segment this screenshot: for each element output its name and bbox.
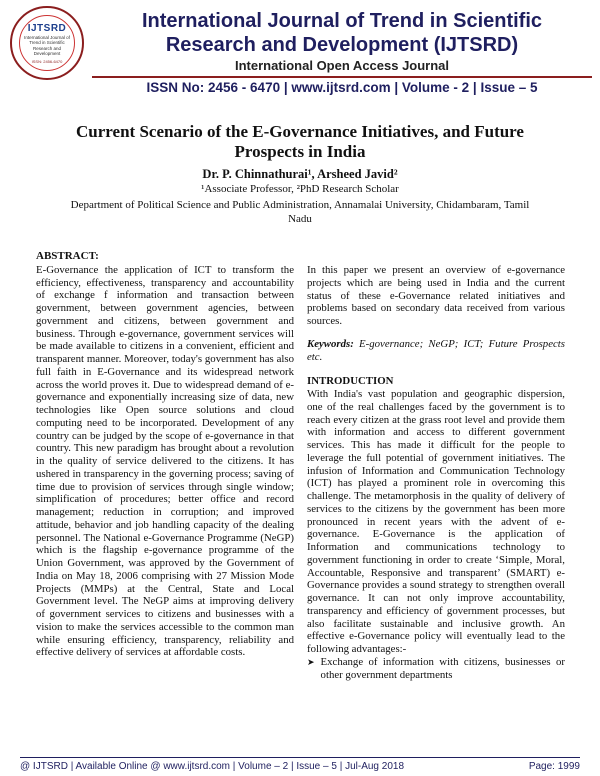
author-department: Department of Political Science and Public Administration, Annamalai University, Chidambaram, Tamil Nadu [70, 199, 530, 225]
page-number: Page: 1999 [528, 761, 580, 772]
paper-title: Current Scenario of the E-Governance Initiatives, and Future Prospects in India [76, 122, 524, 161]
footer-citation: @ IJTSRD | Available Online @ www.ijtsrd.com | Volume – 2 | Issue – 5 | Jul-Aug 2018 [20, 761, 405, 772]
keywords-label: Keywords: [307, 337, 354, 350]
header-divider [92, 76, 592, 78]
paper-authors: Dr. P. Chinnathurai¹, Arsheed Javid² [202, 167, 398, 181]
page-footer [20, 757, 580, 775]
abstract-text: E-Governance the application of ICT to transform the efficiency, effectiveness, transparency and accountability of exchange f information and transaction between government, between government agencies, between government and citizens, between government and business. Through e-governance, government services will be made available to citizens in a convenient, efficient and transparent manner. Moreover, today's government has also full faith in E-Governance and its widespread network across the world proves it. Due to widespread demand of e-governance and exponentially increasing size of data, new technologies like Open source solutions and cloud computing need to be incorporated. Development of any country can be judged by the scope of e-governance in that country. This new paradigm has brought about a revolution in the quality of service delivered to the citizens. It has ushered in transparency in the governing process; saving of time due to provision of services through single window; simplification of procedures; better office and record management; reduction in corruption; and improved attitude, behavior and job handling capacity of the dealing personnel. The National e-Governance Programme (NeGP) which is the flagship e-governance programme of the Union Government, was approved by the Government of India on May 18, 2006 comprising with 27 Mission Mode Projects (MMPs) at the Central, State and Local Government level. The NeGP aims at improving delivery of government services to citizens and businesses with a vision to make the services accessible to the common man while ensuring efficiency, transparency, reliability and effective delivery of services at affordable costs. [36, 263, 294, 659]
journal-logo [10, 6, 84, 80]
issn-line: ISSN No: 2456 - 6470 | www.ijtsrd.com | Volume - 2 | Issue – 5 [146, 80, 538, 95]
abstract-heading: ABSTRACT: [36, 250, 99, 262]
list-item [307, 656, 565, 682]
journal-name-line1: International Journal of Trend in Scientific [141, 10, 543, 32]
keywords-text: E-governance; NeGP; ICT; Future Prospects etc. [307, 337, 565, 363]
bullet-text: Exchange of information with citizens, businesses or other government departments [320, 655, 565, 681]
journal-header [0, 0, 600, 100]
introduction-heading: INTRODUCTION [307, 375, 394, 388]
logo-title: IJTSRD [27, 22, 67, 34]
logo-subtitle: International Journal of Trend in Scientific Research and Development [24, 34, 70, 56]
logo-issn: ISSN: 2456-6470 [31, 58, 63, 64]
author-affiliation: ¹Associate Professor, ²PhD Research Scholar [201, 183, 399, 195]
right-column [307, 264, 565, 681]
keywords [307, 338, 565, 364]
journal-name-line2: Research and Development (IJTSRD) [165, 34, 519, 56]
overview-paragraph: In this paper we present an overview of e-governance projects which are being used in India and the current status of these e-Governance related initiatives and problems based on secondary data received from various sources. [307, 264, 565, 327]
arrow-right-icon: ➤ [307, 656, 315, 667]
introduction-text: With India's vast population and geographic dispersion, one of the real challenges faced by the government is to reach every citizen at the grass root level and provide them with information and access to different government services. This has made it difficult for the people to leverage the full potential of government initiatives. The infusion of Information and Communication Technology (ICT) has played a prominent role in overcoming this challenge. The metamorphosis in the quality of delivery of services to the citizens by the government has been more pronounced in recent years with the advent of e-governance. E-Governance is the application of Information and communications technology to government functioning in order to create ‘Simple, Moral, Accountable, Responsive and transparent’ (SMART) e-Governance provides a sound strategy to strengthen overall governance. It can not only improve accountability, transparency and efficiency of government processes, but also facilitate sustainable and inclusive growth. An effective e-Governance policy will eventually lead to the following advantages:- [307, 388, 565, 655]
open-access-label: International Open Access Journal [234, 58, 450, 73]
left-column [36, 250, 294, 659]
